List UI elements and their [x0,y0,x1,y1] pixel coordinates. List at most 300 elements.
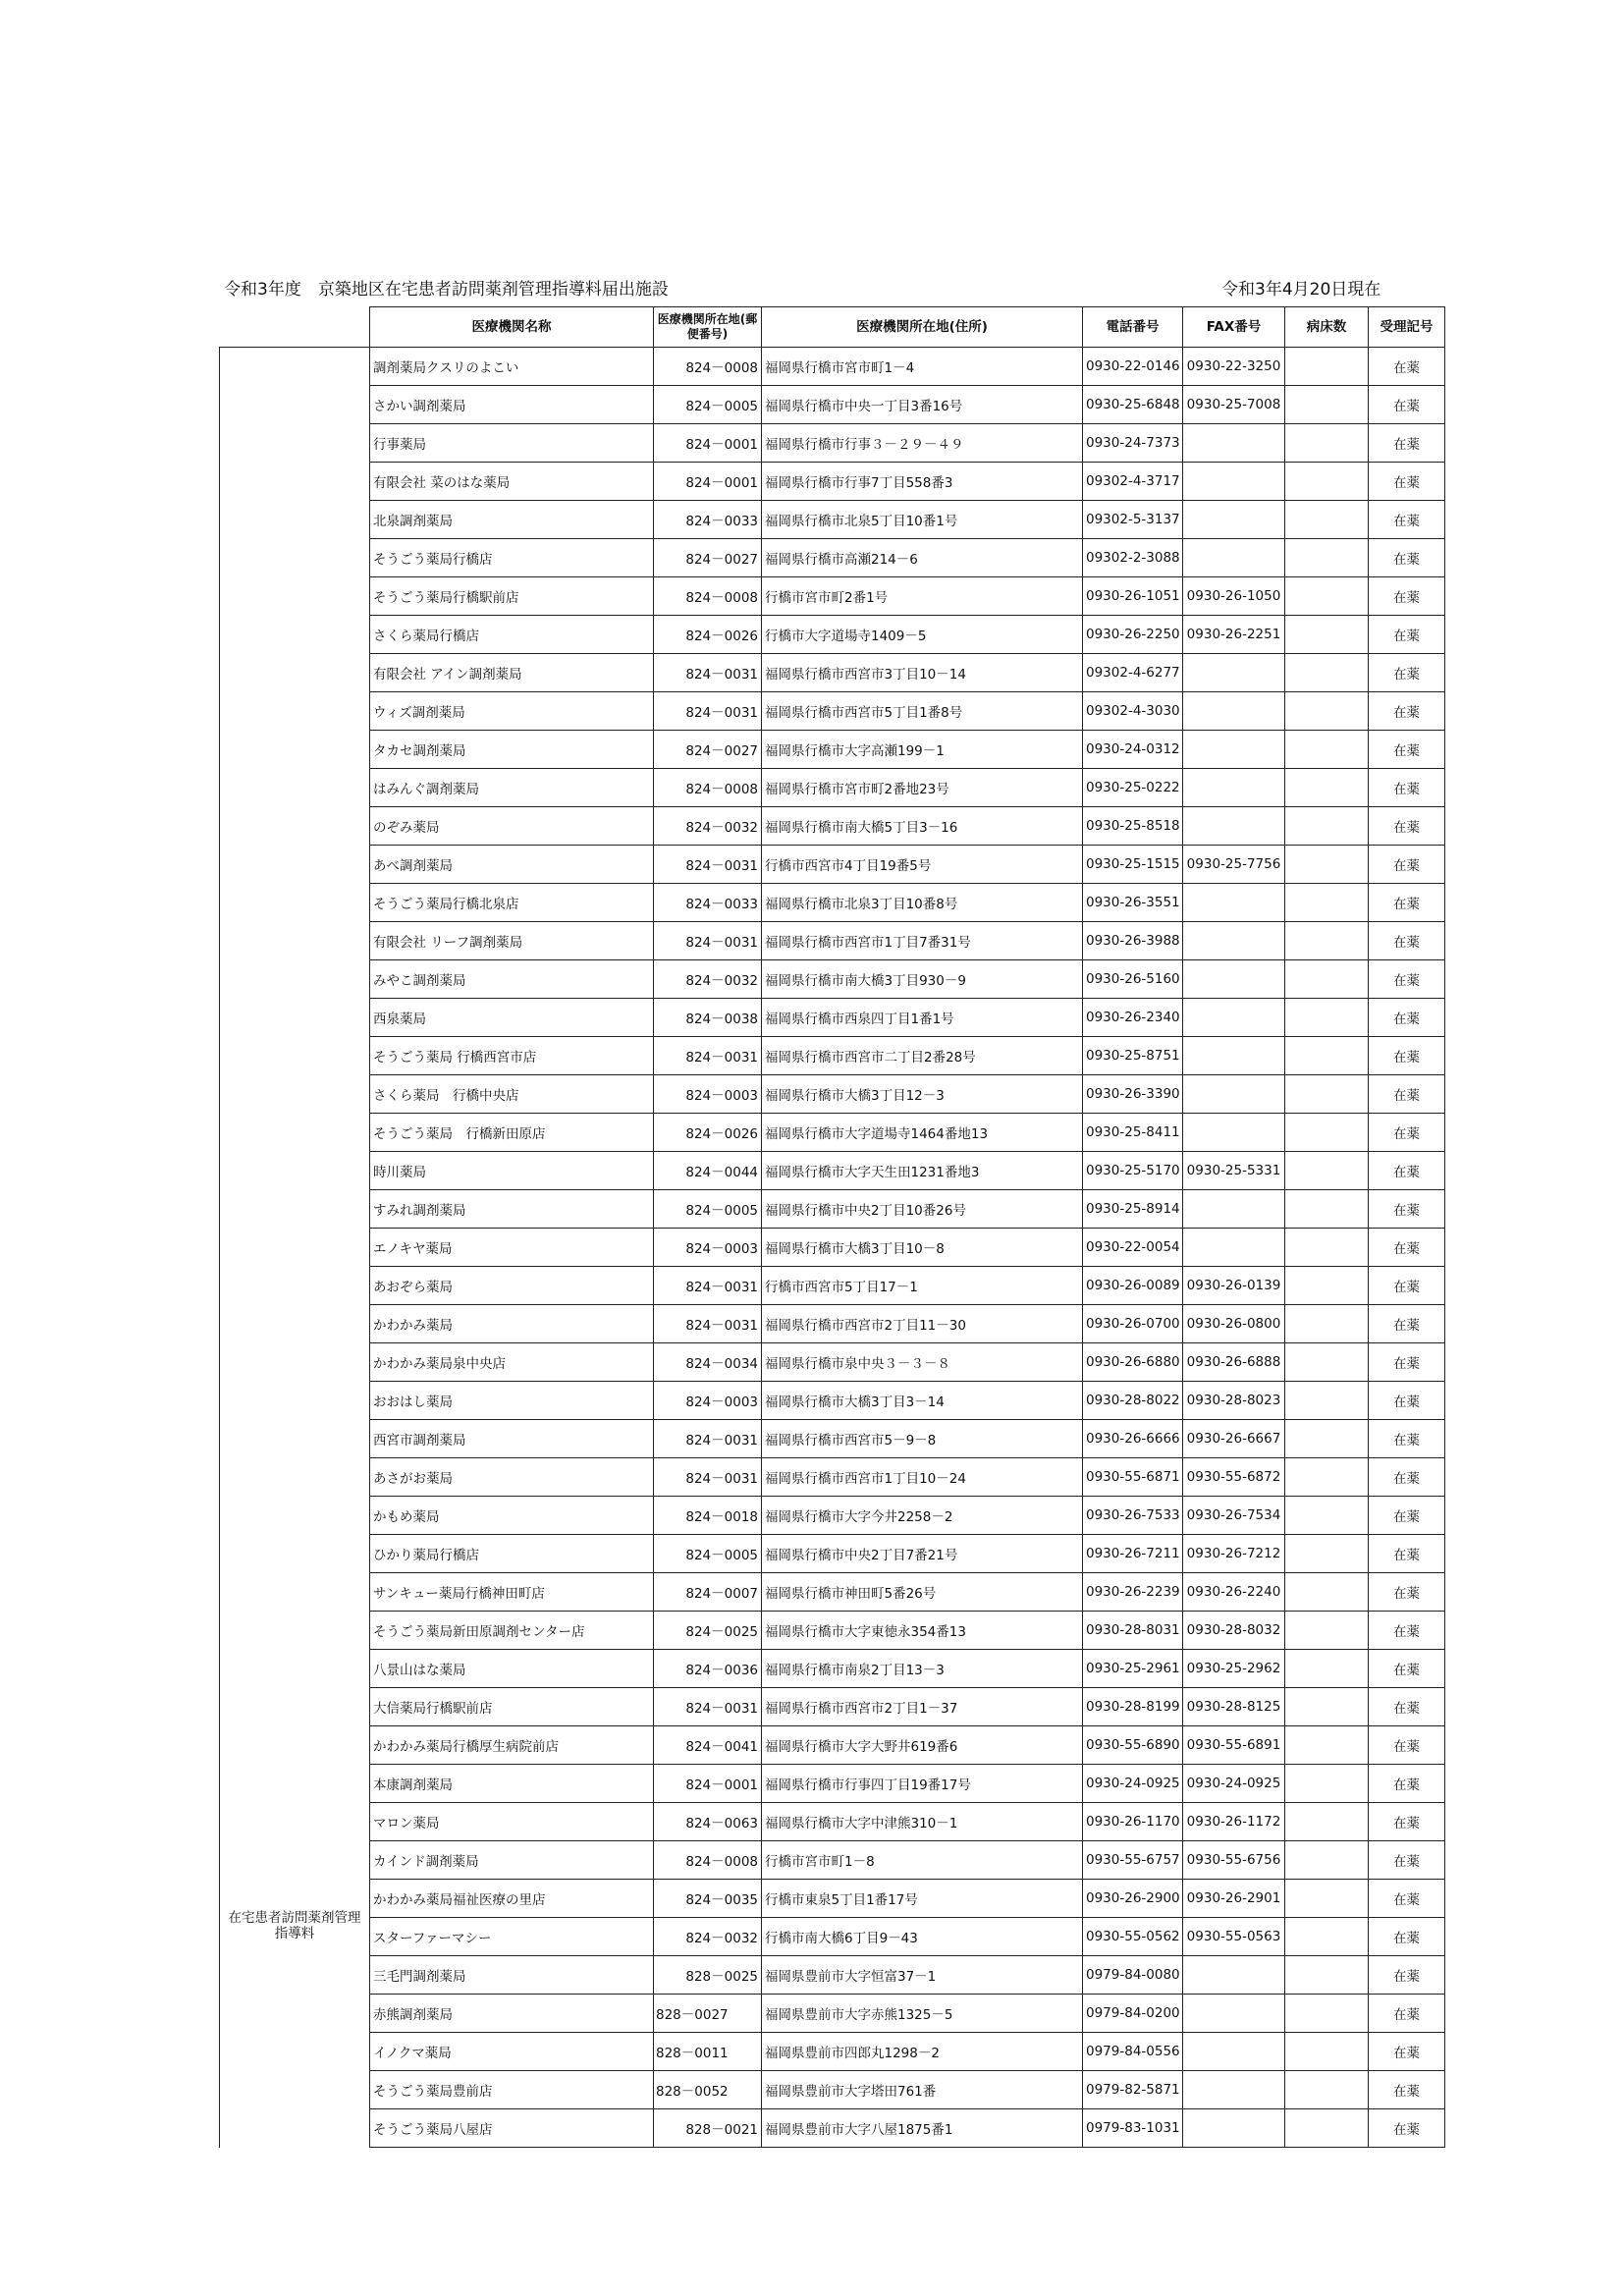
facility-address: 福岡県行橋市宮市町2番地23号 [762,769,1083,807]
bed-count [1285,1918,1369,1956]
fax-number [1183,884,1285,922]
fax-number: 0930-28-8023 [1183,1382,1285,1420]
facility-name: はみんぐ調剤薬局 [370,769,654,807]
phone-number: 0930-26-3988 [1083,922,1183,960]
postal-code: 824－0031 [654,922,762,960]
bed-count [1285,2071,1369,2109]
facility-address: 福岡県行橋市北泉5丁目10番1号 [762,501,1083,539]
phone-number: 0979-84-0080 [1083,1956,1183,1995]
phone-number: 0930-26-7533 [1083,1497,1183,1535]
postal-code: 824－0032 [654,807,762,846]
bed-count [1285,999,1369,1037]
fax-number: 0930-26-2251 [1183,616,1285,654]
table-row [220,1535,1445,1573]
fax-number: 0930-26-0800 [1183,1305,1285,1343]
fax-number [1183,1037,1285,1075]
table-row [220,731,1445,769]
facility-name: イノクマ薬局 [370,2033,654,2071]
facility-table [219,306,1445,2148]
fax-number [1183,922,1285,960]
fax-number [1183,1229,1285,1267]
bed-count [1285,1688,1369,1726]
facility-name: ウィズ調剤薬局 [370,692,654,731]
table-row [220,2071,1445,2109]
table-row [220,1497,1445,1535]
table-row [220,960,1445,999]
phone-number: 0930-55-6890 [1083,1726,1183,1765]
facility-name: ひかり薬局行橋店 [370,1535,654,1573]
facility-name: そうごう薬局新田原調剤センター店 [370,1612,654,1650]
table-row [220,654,1445,692]
facility-name: 八景山はな薬局 [370,1650,654,1688]
postal-code: 824－0063 [654,1803,762,1841]
phone-number: 09302-2-3088 [1083,539,1183,577]
facility-address: 福岡県行橋市大字高瀬199－1 [762,731,1083,769]
table-row [220,577,1445,616]
facility-address: 福岡県行橋市大橋3丁目3－14 [762,1382,1083,1420]
fax-number: 0930-55-0563 [1183,1918,1285,1956]
phone-number: 0930-26-0089 [1083,1267,1183,1305]
facility-name: あおぞら薬局 [370,1267,654,1305]
postal-code: 824－0031 [654,654,762,692]
facility-name: かわかみ薬局 [370,1305,654,1343]
phone-number: 0930-26-6666 [1083,1420,1183,1458]
fax-number: 0930-55-6756 [1183,1841,1285,1880]
postal-code: 828－0052 [654,2071,762,2109]
facility-address: 福岡県豊前市大字塔田761番 [762,2071,1083,2109]
postal-code: 824－0003 [654,1229,762,1267]
bed-count [1285,1420,1369,1458]
bed-count [1285,1382,1369,1420]
fax-number: 0930-26-6888 [1183,1343,1285,1382]
bed-count [1285,1305,1369,1343]
fax-number: 0930-25-7756 [1183,846,1285,884]
facility-address: 福岡県行橋市西宮市二丁目2番28号 [762,1037,1083,1075]
bed-count [1285,1343,1369,1382]
facility-name: 赤熊調剤薬局 [370,1995,654,2033]
facility-name: 時川薬局 [370,1152,654,1190]
acceptance-code: 在薬 [1369,1956,1445,1995]
phone-number: 0930-24-7373 [1083,424,1183,463]
facility-name: そうごう薬局 行橋西宮市店 [370,1037,654,1075]
header-name: 医療機関名称 [370,307,654,348]
acceptance-code: 在薬 [1369,960,1445,999]
phone-number: 0930-28-8031 [1083,1612,1183,1650]
postal-code: 824－0001 [654,424,762,463]
table-row [220,807,1445,846]
phone-number: 0979-83-1031 [1083,2109,1183,2148]
phone-number: 09302-5-3137 [1083,501,1183,539]
facility-address: 福岡県行橋市西宮市1丁目7番31号 [762,922,1083,960]
phone-number: 0930-25-8411 [1083,1114,1183,1152]
facility-name: そうごう薬局行橋駅前店 [370,577,654,616]
fax-number: 0930-26-2901 [1183,1880,1285,1918]
bed-count [1285,807,1369,846]
bed-count [1285,348,1369,386]
postal-code: 824－0026 [654,616,762,654]
bed-count [1285,1458,1369,1497]
page-title: 令和3年度 京築地区在宅患者訪問薬剤管理指導料届出施設 [224,280,669,300]
postal-code: 824－0003 [654,1075,762,1114]
phone-number: 0930-22-0054 [1083,1229,1183,1267]
facility-address: 福岡県行橋市行事四丁目19番17号 [762,1765,1083,1803]
facility-name: さくら薬局行橋店 [370,616,654,654]
bed-count [1285,1650,1369,1688]
postal-code: 824－0008 [654,348,762,386]
facility-name: 北泉調剤薬局 [370,501,654,539]
phone-number: 0930-26-0700 [1083,1305,1183,1343]
facility-address: 行橋市宮市町2番1号 [762,577,1083,616]
postal-code: 824－0005 [654,386,762,424]
postal-code: 824－0031 [654,1420,762,1458]
bed-count [1285,1573,1369,1612]
acceptance-code: 在薬 [1369,884,1445,922]
postal-code: 824－0001 [654,463,762,501]
bed-count [1285,1956,1369,1995]
fax-number: 0930-28-8032 [1183,1612,1285,1650]
facility-name: タカセ調剤薬局 [370,731,654,769]
phone-number: 09302-4-3030 [1083,692,1183,731]
facility-name: 有限会社 菜のはな薬局 [370,463,654,501]
phone-number: 0930-24-0925 [1083,1765,1183,1803]
facility-name: 西泉薬局 [370,999,654,1037]
phone-number: 09302-4-6277 [1083,654,1183,692]
facility-address: 福岡県豊前市大字八屋1875番1 [762,2109,1083,2148]
facility-address: 福岡県行橋市南大橋5丁目3－16 [762,807,1083,846]
bed-count [1285,1612,1369,1650]
facility-name: そうごう薬局八屋店 [370,2109,654,2148]
table-row [220,348,1445,386]
table-row [220,884,1445,922]
header-blank [220,307,370,348]
table-row [220,1726,1445,1765]
acceptance-code: 在薬 [1369,1305,1445,1343]
facility-address: 福岡県行橋市中央一丁目3番16号 [762,386,1083,424]
facility-address: 行橋市東泉5丁目1番17号 [762,1880,1083,1918]
facility-name: サンキュー薬局行橋神田町店 [370,1573,654,1612]
facility-name: かもめ薬局 [370,1497,654,1535]
acceptance-code: 在薬 [1369,1841,1445,1880]
table-row [220,1458,1445,1497]
acceptance-code: 在薬 [1369,386,1445,424]
phone-number: 0930-55-6757 [1083,1841,1183,1880]
phone-number: 0930-25-0222 [1083,769,1183,807]
postal-code: 824－0036 [654,1650,762,1688]
phone-number: 0979-82-5871 [1083,2071,1183,2109]
postal-code: 824－0007 [654,1573,762,1612]
acceptance-code: 在薬 [1369,616,1445,654]
facility-name: かわかみ薬局福祉医療の里店 [370,1880,654,1918]
facility-name: 調剤薬局クスリのよこい [370,348,654,386]
facility-address: 福岡県豊前市大字赤熊1325－5 [762,1995,1083,2033]
acceptance-code: 在薬 [1369,1880,1445,1918]
bed-count [1285,731,1369,769]
facility-name: そうごう薬局 行橋新田原店 [370,1114,654,1152]
phone-number: 0930-25-5170 [1083,1152,1183,1190]
bed-count [1285,2033,1369,2071]
acceptance-code: 在薬 [1369,1573,1445,1612]
header-code: 受理記号 [1369,307,1445,348]
table-row [220,2109,1445,2148]
facility-name: おおはし薬局 [370,1382,654,1420]
fax-number [1183,501,1285,539]
table-row [220,1229,1445,1267]
fax-number [1183,692,1285,731]
table-row [220,1765,1445,1803]
facility-name: さかい調剤薬局 [370,386,654,424]
facility-name: エノキヤ薬局 [370,1229,654,1267]
table-row [220,1803,1445,1841]
facility-address: 福岡県行橋市西宮市2丁目1－37 [762,1688,1083,1726]
acceptance-code: 在薬 [1369,1267,1445,1305]
phone-number: 0930-55-6871 [1083,1458,1183,1497]
acceptance-code: 在薬 [1369,2033,1445,2071]
facility-address: 福岡県豊前市大字恒富37－1 [762,1956,1083,1995]
bed-count [1285,1995,1369,2033]
facility-name: かわかみ薬局行橋厚生病院前店 [370,1726,654,1765]
postal-code: 824－0031 [654,692,762,731]
acceptance-code: 在薬 [1369,348,1445,386]
table-row [220,501,1445,539]
facility-name: さくら薬局 行橋中央店 [370,1075,654,1114]
as-of-date: 令和3年4月20日現在 [1221,280,1381,300]
fax-number [1183,769,1285,807]
table-row [220,1037,1445,1075]
postal-code: 828－0027 [654,1995,762,2033]
acceptance-code: 在薬 [1369,1229,1445,1267]
fax-number [1183,1114,1285,1152]
facility-address: 福岡県行橋市行事３－２９－４９ [762,424,1083,463]
bed-count [1285,654,1369,692]
postal-code: 824－0031 [654,846,762,884]
postal-code: 824－0033 [654,884,762,922]
acceptance-code: 在薬 [1369,1497,1445,1535]
table-row [220,2033,1445,2071]
fax-number [1183,539,1285,577]
postal-code: 824－0031 [654,1688,762,1726]
bed-count [1285,1841,1369,1880]
phone-number: 0930-26-3390 [1083,1075,1183,1114]
fax-number: 0930-24-0925 [1183,1765,1285,1803]
bed-count [1285,616,1369,654]
header-beds: 病床数 [1285,307,1369,348]
facility-name: すみれ調剤薬局 [370,1190,654,1229]
facility-address: 福岡県行橋市北泉3丁目10番8号 [762,884,1083,922]
postal-code: 824－0032 [654,1918,762,1956]
facility-address: 福岡県行橋市西泉四丁目1番1号 [762,999,1083,1037]
fax-number: 0930-28-8125 [1183,1688,1285,1726]
facility-address: 行橋市南大橋6丁目9－43 [762,1918,1083,1956]
acceptance-code: 在薬 [1369,1688,1445,1726]
phone-number: 0930-26-1051 [1083,577,1183,616]
table-row [220,1688,1445,1726]
facility-address: 福岡県行橋市大字東徳永354番13 [762,1612,1083,1650]
bed-count [1285,1190,1369,1229]
facility-address: 福岡県行橋市高瀬214－6 [762,539,1083,577]
header-fax: FAX番号 [1183,307,1285,348]
postal-code: 824－0035 [654,1880,762,1918]
acceptance-code: 在薬 [1369,654,1445,692]
fax-number [1183,1995,1285,2033]
table-row [220,616,1445,654]
phone-number: 0930-25-6848 [1083,386,1183,424]
acceptance-code: 在薬 [1369,1190,1445,1229]
table-row [220,1650,1445,1688]
phone-number: 0930-25-8914 [1083,1190,1183,1229]
bed-count [1285,846,1369,884]
table-row [220,1305,1445,1343]
table-row [220,1152,1445,1190]
table-row [220,386,1445,424]
phone-number: 0930-24-0312 [1083,731,1183,769]
fax-number [1183,463,1285,501]
phone-number: 0930-26-2239 [1083,1573,1183,1612]
facility-name: のぞみ薬局 [370,807,654,846]
facility-name: あべ調剤薬局 [370,846,654,884]
bed-count [1285,386,1369,424]
acceptance-code: 在薬 [1369,501,1445,539]
table-row [220,692,1445,731]
phone-number: 0930-28-8199 [1083,1688,1183,1726]
postal-code: 824－0001 [654,1765,762,1803]
facility-address: 福岡県行橋市大字大野井619番6 [762,1726,1083,1765]
acceptance-code: 在薬 [1369,1918,1445,1956]
facility-name: そうごう薬局行橋店 [370,539,654,577]
bed-count [1285,884,1369,922]
bed-count [1285,1803,1369,1841]
acceptance-code: 在薬 [1369,846,1445,884]
acceptance-code: 在薬 [1369,999,1445,1037]
acceptance-code: 在薬 [1369,424,1445,463]
phone-number: 0930-26-2250 [1083,616,1183,654]
phone-number: 0930-26-2340 [1083,999,1183,1037]
postal-code: 824－0031 [654,1458,762,1497]
table-row [220,1880,1445,1918]
facility-name: そうごう薬局行橋北泉店 [370,884,654,922]
fax-number [1183,2109,1285,2148]
bed-count [1285,1726,1369,1765]
acceptance-code: 在薬 [1369,1612,1445,1650]
table-row [220,1420,1445,1458]
acceptance-code: 在薬 [1369,2071,1445,2109]
facility-address: 福岡県行橋市西宮市3丁目10－14 [762,654,1083,692]
bed-count [1285,1880,1369,1918]
acceptance-code: 在薬 [1369,1995,1445,2033]
facility-name: マロン薬局 [370,1803,654,1841]
fax-number: 0930-25-5331 [1183,1152,1285,1190]
facility-address: 福岡県行橋市西宮市5－9－8 [762,1420,1083,1458]
fax-number: 0930-26-7534 [1183,1497,1285,1535]
phone-number: 0930-55-0562 [1083,1918,1183,1956]
facility-address: 行橋市西宮市4丁目19番5号 [762,846,1083,884]
acceptance-code: 在薬 [1369,463,1445,501]
bed-count [1285,1229,1369,1267]
facility-name: 有限会社 アイン調剤薬局 [370,654,654,692]
phone-number: 0930-26-1170 [1083,1803,1183,1841]
fax-number [1183,424,1285,463]
acceptance-code: 在薬 [1369,1152,1445,1190]
facility-address: 福岡県行橋市大字中津熊310－1 [762,1803,1083,1841]
facility-address: 福岡県行橋市大橋3丁目12－3 [762,1075,1083,1114]
postal-code: 824－0008 [654,577,762,616]
acceptance-code: 在薬 [1369,1765,1445,1803]
bed-count [1285,577,1369,616]
fax-number [1183,999,1285,1037]
category-cell: 在宅患者訪問薬剤管理指導料 [220,348,370,2148]
table-row [220,1267,1445,1305]
header-row [220,307,1445,348]
postal-code: 824－0005 [654,1535,762,1573]
fax-number: 0930-55-6891 [1183,1726,1285,1765]
facility-address: 福岡県行橋市大字天生田1231番地3 [762,1152,1083,1190]
postal-code: 824－0027 [654,539,762,577]
fax-number [1183,1956,1285,1995]
facility-name: あさがお薬局 [370,1458,654,1497]
phone-number: 0930-26-5160 [1083,960,1183,999]
facility-address: 福岡県行橋市行事7丁目558番3 [762,463,1083,501]
postal-code: 824－0041 [654,1726,762,1765]
fax-number [1183,731,1285,769]
facility-name: みやこ調剤薬局 [370,960,654,999]
phone-number: 0930-25-8751 [1083,1037,1183,1075]
acceptance-code: 在薬 [1369,1343,1445,1382]
postal-code: 828－0021 [654,2109,762,2148]
postal-code: 824－0027 [654,731,762,769]
table-row [220,1114,1445,1152]
facility-address: 福岡県行橋市宮市町1－4 [762,348,1083,386]
fax-number: 0930-25-2962 [1183,1650,1285,1688]
postal-code: 824－0005 [654,1190,762,1229]
acceptance-code: 在薬 [1369,922,1445,960]
table-row [220,424,1445,463]
table-row [220,1075,1445,1114]
postal-code: 824－0026 [654,1114,762,1152]
table-row [220,539,1445,577]
header-postal: 医療機関所在地(郵便番号) [654,307,762,348]
table-row [220,922,1445,960]
acceptance-code: 在薬 [1369,731,1445,769]
fax-number: 0930-26-6667 [1183,1420,1285,1458]
table-row [220,1573,1445,1612]
facility-name: 三毛門調剤薬局 [370,1956,654,1995]
postal-code: 824－0032 [654,960,762,999]
facility-address: 福岡県豊前市四郎丸1298－2 [762,2033,1083,2071]
facility-address: 福岡県行橋市中央2丁目10番26号 [762,1190,1083,1229]
phone-number: 0930-28-8022 [1083,1382,1183,1420]
fax-number [1183,2033,1285,2071]
fax-number: 0930-26-2240 [1183,1573,1285,1612]
acceptance-code: 在薬 [1369,1535,1445,1573]
facility-address: 福岡県行橋市大字今井2258－2 [762,1497,1083,1535]
fax-number [1183,654,1285,692]
bed-count [1285,424,1369,463]
phone-number: 0930-26-2900 [1083,1880,1183,1918]
fax-number [1183,807,1285,846]
acceptance-code: 在薬 [1369,1037,1445,1075]
postal-code: 824－0008 [654,769,762,807]
phone-number: 0979-84-0200 [1083,1995,1183,2033]
fax-number [1183,2071,1285,2109]
facility-name: 有限会社 リーフ調剤薬局 [370,922,654,960]
table-row [220,1612,1445,1650]
facility-address: 福岡県行橋市大字道場寺1464番地13 [762,1114,1083,1152]
postal-code: 824－0025 [654,1612,762,1650]
acceptance-code: 在薬 [1369,1114,1445,1152]
phone-number: 0930-25-2961 [1083,1650,1183,1688]
phone-number: 0930-26-7211 [1083,1535,1183,1573]
table-row [220,1995,1445,2033]
postal-code: 824－0031 [654,1267,762,1305]
